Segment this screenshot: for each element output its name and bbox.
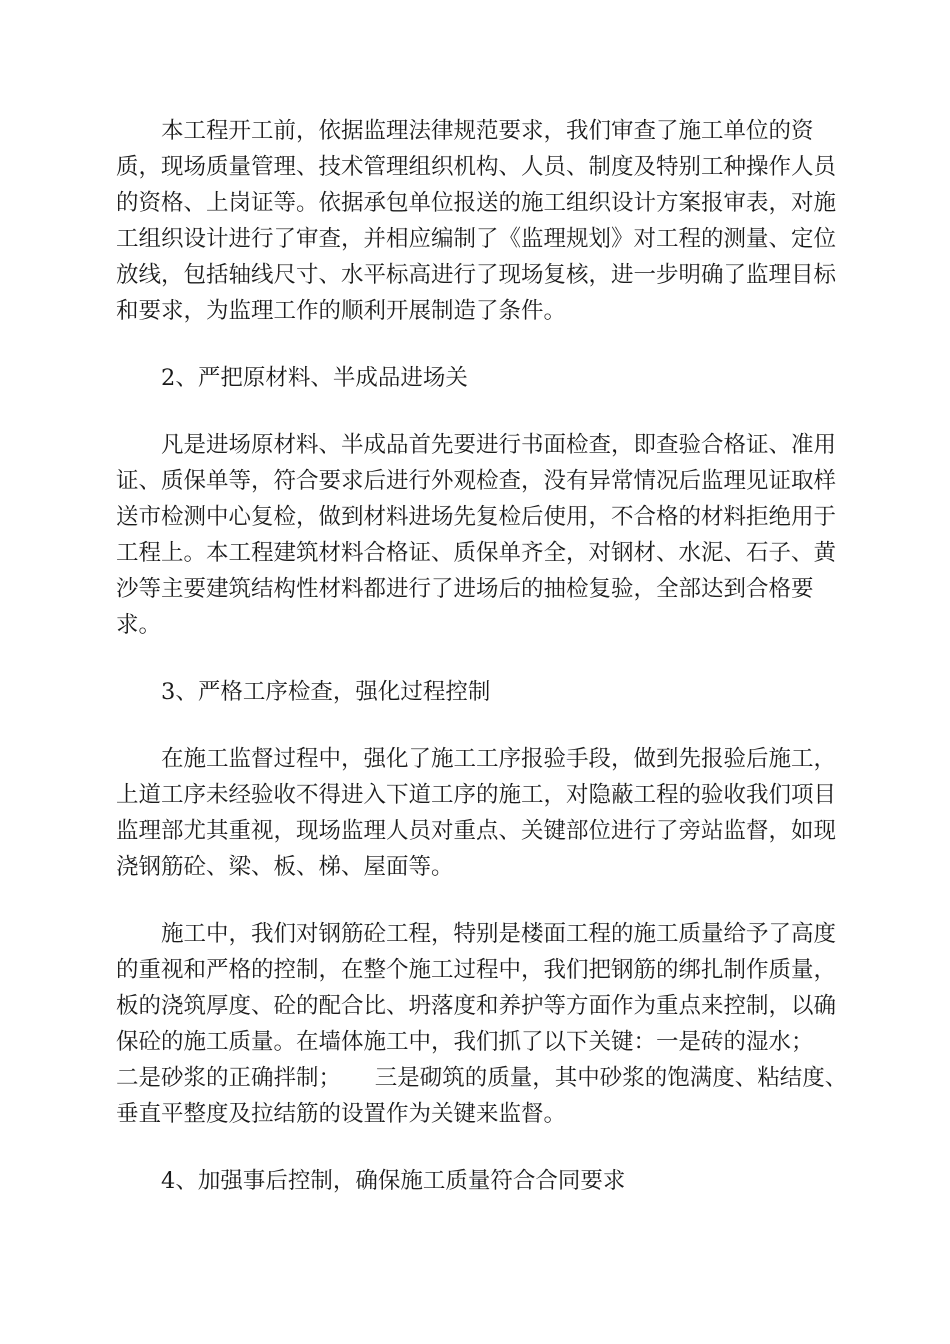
document-page	[116, 113, 848, 1199]
text-line: 求。	[116, 612, 162, 638]
section-heading-2	[116, 360, 836, 396]
text-line: 本工程开工前，依据监理法律规范要求，我们审查了施工单位的资	[161, 118, 814, 144]
text-line: 板的浇筑厚度、砼的配合比、坍落度和养护等方面作为重点来控制，以确	[116, 993, 837, 1019]
text-line: 和要求，为监理工作的顺利开展制造了条件。	[116, 298, 567, 324]
text-line: 垂直平整度及拉结筋的设置作为关键来监督。	[116, 1101, 567, 1127]
paragraph-review-before-start	[116, 113, 836, 329]
text-line: 放线，包括轴线尺寸、水平标高进行了现场复核，进一步明确了监理目标	[116, 262, 837, 288]
text-line: 质，现场质量管理、技术管理组织机构、人员、制度及特别工种操作人员	[116, 154, 837, 180]
text-line: 工组织设计进行了审查，并相应编制了《监理规划》对工程的测量、定位	[116, 226, 837, 252]
heading-text: 3、严格工序检查，强化过程控制	[161, 679, 491, 705]
text-line: 的资格、上岗证等。依据承包单位报送的施工组织设计方案报审表，对施	[116, 190, 837, 216]
section-heading-3	[116, 674, 836, 710]
heading-text: 2、严把原材料、半成品进场关	[161, 365, 468, 391]
text-line: 浇钢筋砼、梁、板、梯、屋面等。	[116, 854, 454, 880]
text-line: 的重视和严格的控制，在整个施工过程中，我们把钢筋的绑扎制作质量，	[116, 957, 837, 983]
section-heading-4	[116, 1163, 836, 1199]
paragraph-concrete-quality	[116, 916, 848, 1132]
heading-text: 4、加强事后控制，确保施工质量符合合同要求	[161, 1168, 626, 1194]
text-line: 沙等主要建筑结构性材料都进行了进场后的抽检复验，全部达到合格要	[116, 576, 814, 602]
text-line: 施工中，我们对钢筋砼工程，特别是楼面工程的施工质量给予了高度	[161, 921, 837, 947]
text-line: 工程上。本工程建筑材料合格证、质保单齐全，对钢材、水泥、石子、黄	[116, 540, 837, 566]
paragraph-process-supervision	[116, 741, 836, 885]
text-line: 凡是进场原材料、半成品首先要进行书面检查，即查验合格证、准用	[161, 432, 837, 458]
paragraph-material-inspection	[116, 427, 836, 643]
text-line: 监理部尤其重视，现场监理人员对重点、关键部位进行了旁站监督，如现	[116, 818, 837, 844]
text-line: 上道工序未经验收不得进入下道工序的施工，对隐蔽工程的验收我们项目	[116, 782, 837, 808]
text-line: 保砼的施工质量。在墙体施工中，我们抓了以下关键：一是砖的湿水；	[116, 1029, 814, 1055]
text-line: 在施工监督过程中，强化了施工工序报验手段，做到先报验后施工，	[161, 746, 837, 772]
text-line: 证、质保单等，符合要求后进行外观检查，没有异常情况后监理见证取样	[116, 468, 837, 494]
text-line: 二是砂浆的正确拌制； 三是砌筑的质量，其中砂浆的饱满度、粘结度、	[116, 1065, 848, 1091]
text-line: 送市检测中心复检，做到材料进场先复检后使用，不合格的材料拒绝用于	[116, 504, 837, 530]
